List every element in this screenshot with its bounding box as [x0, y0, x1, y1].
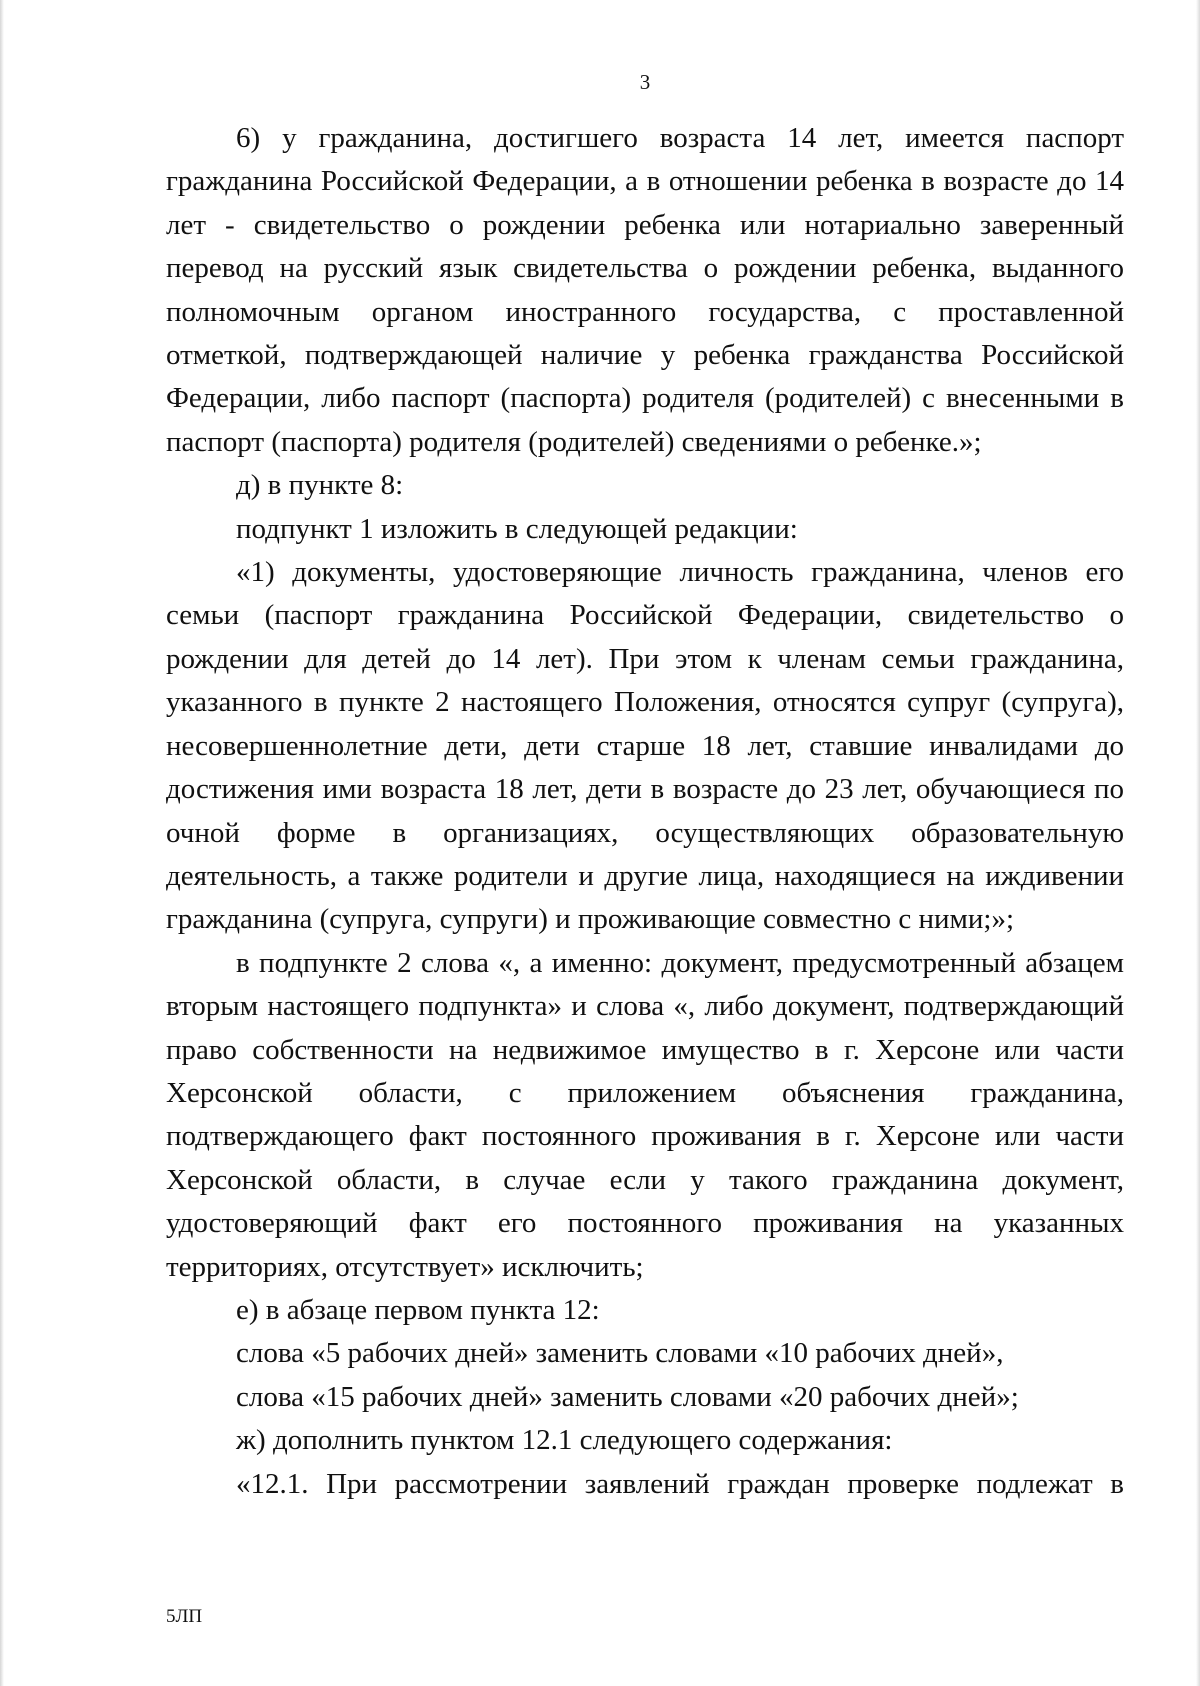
paragraph-subpoint-d: д) в пункте 8:	[236, 469, 404, 502]
paragraph-subpoint-1-text: «1) документы, удостоверяющие личность гражданина, членов его семьи (паспорт гражданина Российской Федерации, свидетельство о рождении для детей до 14 лет). При этом к членам семьи гражданина, указанного в пункте 2 настоящего Положения, относятся супруг (супруга), несовершеннолетние дети, дети старше 18 лет, ставшие инвалидами до достижения ими возраста 18 лет, дети в возрасте до 23 лет, обучающиеся по очной форме в организациях, осуществляющих образовательную деятельность, а также родители и другие лица, находящиеся на иждивении гражданина (супруга, супруги) и проживающие совместно с ними;»;	[166, 556, 1124, 936]
paragraph-words-5-days: слова «5 рабочих дней» заменить словами «10 рабочих дней»,	[236, 1337, 1004, 1370]
paragraph-subpoint-2: в подпункте 2 слова «, а именно: документ, предусмотренный абзацем вторым настоящего подпункта» и слова «, либо документ, подтверждающий право собственности на недвижимое имущество в г. Херсоне или части Херсонской области, с приложением объяснения гражданина, подтверждающего факт постоянного проживания в г. Херсоне или части Херсонской области, в случае если у такого гражданина документ, удостоверяющий факт его постоянного проживания на указанных территориях, отсутствует» исключить;	[166, 946, 1124, 1283]
page-number: 3	[639, 70, 651, 94]
paragraph-words-15-days: слова «15 рабочих дней» заменить словами «20 рабочих дней»;	[236, 1380, 1019, 1413]
paragraph-subpoint-1-intro: подпункт 1 изложить в следующей редакции:	[236, 512, 798, 545]
paragraph-item-6: 6) у гражданина, достигшего возраста 14 лет, имеется паспорт гражданина Российской Федерации, а в отношении ребенка в возрасте до 14 лет - свидетельство о рождении ребенка или нотариально заверенный перевод на русский язык свидетельства о рождении ребенка, выданного полномочным органом иностранного государства, с проставленной отметкой, подтверждающей наличие у ребенка гражданства Российской Федерации, либо паспорт (паспорта) родителя (родителей) с внесенными в паспорт (паспорта) родителя (родителей) сведениями о ребенке.»;	[166, 122, 1124, 458]
paragraph-subpoint-e: е) в абзаце первом пункта 12:	[236, 1293, 600, 1326]
footer-code: 5ЛП	[166, 1606, 203, 1627]
paragraph-subpoint-zh: ж) дополнить пунктом 12.1 следующего содержания:	[236, 1424, 893, 1457]
scan-edge-right	[1196, 0, 1200, 1686]
scan-edge-left	[0, 0, 4, 1686]
document-body	[166, 117, 1124, 1506]
paragraph-item-12-1: «12.1. При рассмотрении заявлений граждан проверке подлежат в	[236, 1467, 1124, 1500]
